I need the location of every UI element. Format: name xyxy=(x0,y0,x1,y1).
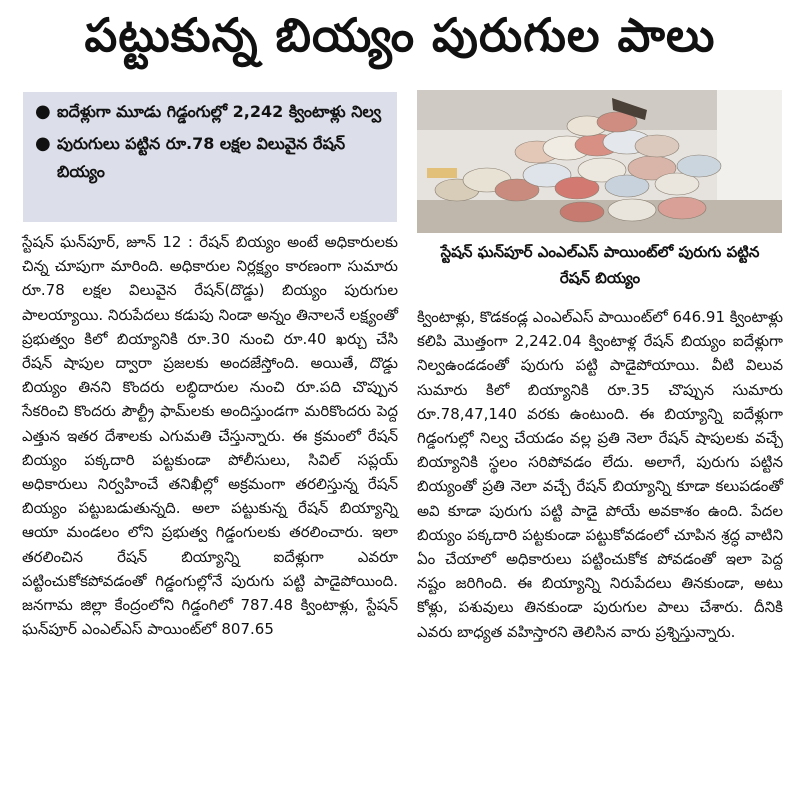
highlight-text: ఐదేళ్లుగా మూడు గిడ్డంగుల్లో 2,242 క్వింటాళ్లు నిల్వ xyxy=(57,102,382,121)
highlights-box xyxy=(23,92,397,222)
article-column-1 xyxy=(22,230,398,641)
photo-caption: స్టేషన్ ఘన్‌పూర్ ఎంఎల్ఎస్ పాయింట్‌లో పురుగు పట్టిన రేషన్ బియ్యం xyxy=(440,243,760,287)
bullet-icon: ● xyxy=(35,133,51,154)
rice-sacks-illustration xyxy=(417,90,782,233)
highlight-item xyxy=(35,98,389,126)
rice-sacks-photo xyxy=(417,90,782,233)
article-text: స్టేషన్ ఘన్‌పూర్, జూన్ 12 : రేషన్ బియ్యం అంటే అధికారులకు చిన్న చూపుగా మారింది. అధికారుల నిర్లక్ష్యం కారణంగా సుమారు రూ.78 లక్షల విలువైన రేషన్(దొడ్డు) బియ్యం పురుగుల పాలయ్యాయి. నిరుపేదలు కడుపు నిండా అన్నం తినాలనే లక్ష్యంతో ప్రభుత్వం కిలో బియ్యానికి రూ.30 నుంచి రూ.40 ఖర్చు చేసి రేషన్ షాపుల ద్వారా ప్రజలకు అందజేస్తోంది. అయితే, దొడ్డు బియ్యం తినని కొందరు లబ్ధిదారుల నుంచి రూ.పది చొప్పున సేకరించి కొందరు పౌల్ట్రీ ఫామ్‌లకు అందిస్తుండగా మరికొందరు పెద్ద ఎత్తున ఇతర దేశాలకు ఎగుమతి చేస్తున్నారు. ఈ క్రమంలో రేషన్ బియ్యం పక్కదారి పట్టకుండా పోలీసులు, సివిల్ సప్లయ్ అధికారులు నిర్వహించే తనిఖీల్లో అక్రమంగా తరలిస్తున్న రేషన్ బియ్యం పట్టుబడుతున్నది. అలా పట్టుకున్న రేషన్ బియ్యాన్ని ఆయా మండలం లోని ప్రభుత్వ గిడ్డంగులకు తరలించారు. ఇలా తరలించిన రేషన్ బియ్యాన్ని ఐదేళ్లుగా ఎవరూ పట్టించుకోకపోవడంతో గిడ్డంగుల్లోనే పురుగు పట్టి పాడైపోయింది. జనగామ జిల్లా కేంద్రంలోని గిడ్డంగిలో 787.48 క్వింటాళ్లు, స్టేషన్ ఘన్‌పూర్ ఎంఎల్ఎస్ పాయింట్‌లో 807.65 xyxy=(22,233,398,639)
article-text: క్వింటాళ్లు, కొడకండ్ల ఎంఎల్ఎస్ పాయింట్‌లో 646.91 క్వింటాళ్లు కలిపి మొత్తంగా 2,242.04 క్వింటాళ్ల రేషన్ బియ్యం ఐదేళ్లుగా నిల్వఉండడంతో పురుగు పట్టి పాడైపోయాయి. వీటి విలువ సుమారు కిలో బియ్యానికి రూ.35 చొప్పున సుమారు రూ.78,47,140 వరకు ఉంటుంది. ఈ బియ్యాన్ని ఐదేళ్లుగా గిడ్డంగుల్లో నిల్వ చేయడం వల్ల ప్రతి నెలా రేషన్ షాపులకు వచ్చే బియ్యానికి స్థలం సరిపోవడం లేదు. అలాగే, పురుగు పట్టిన బియ్యంతో ప్రతి నెలా వచ్చే రేషన్ బియ్యాన్ని కూడా కలుపడంతో అవి కూడా పురుగు పట్టి పాడై పోయే అవకాశం ఉంది. పేదల బియ్యం పక్కదారి పట్టకుండా పట్టుకోవడంలో చూపిన శ్రద్ధ వాటిని ఏం చేయాలో అధికారులు పట్టించుకోక పోవడంతో ఇలా పెద్ద నష్టం జరిగింది. ఈ బియ్యాన్ని నిరుపేదలు తినకుండా, అటు కోళ్లు, పశువులు తినకుండా పురుగుల పాలు చేశారు. దీనికి ఎవరు బాధ్యత వహిస్తారని తెలిసిన వారు ప్రశ్నిస్తున్నారు. xyxy=(417,308,783,641)
highlight-item xyxy=(35,130,389,186)
highlight-text: పురుగులు పట్టిన రూ.78 లక్షల విలువైన రేషన్ బియ్యం xyxy=(57,134,346,181)
headline: పట్టుకున్న బియ్యం పురుగుల పాలు xyxy=(84,8,716,62)
highlights-list xyxy=(33,98,389,186)
bullet-icon: ● xyxy=(35,101,51,122)
article-column-2 xyxy=(417,305,783,644)
